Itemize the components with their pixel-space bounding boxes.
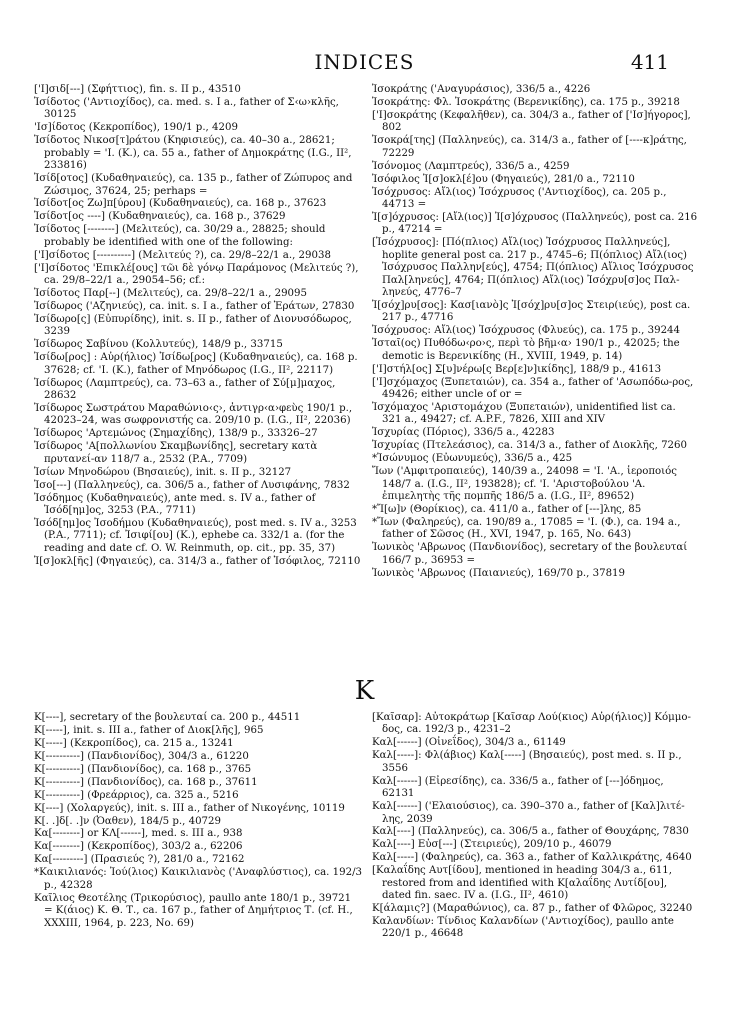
index-entry: Ἰσίδ[οτος] (Κυδαθηναιεύς), ca. 135 p., father of Ζώπυρος and Ζώσιμος, 37624, 25; perhaps = [34,173,353,197]
index-entry: Ἰ[σόχ]ρυ[σος]: Κασ[ιανὸ]ς Ἰ[σόχ]ρυ[σ]ος Στειρ(ιεύς), post ca. 217 p., 47716 [372,299,691,324]
index-column-left-top [34,84,362,569]
index-column-right-top [372,84,698,581]
index-column-right-bottom [372,712,698,941]
index-entry: Ἰσίδωρος ('Αζηνιεύς), ca. init. s. I a., father of Ἐράτων, 27830 [34,300,355,312]
index-entry: Ἰσόχρυσος: Αἴλ(ιος) Ἰσόχρυσος ('Αντιοχίδος), ca. 205 p., 44713 = [372,186,667,210]
section-letter-heading: K [354,676,375,706]
index-entry: Ἰσχυρίας (Πόριος), 336/5 a., 42283 [372,427,555,439]
index-entry: [Καῖσαρ]: Αὐτοκράτωρ [Καῖσαρ Λού(κιος) Αὐρ(ήλιος)] Κόμμο-δος, ca. 192/3 p., 4231–2 [372,712,691,736]
index-entry: Ἰσίδωρος Σωστράτου Μαραθώνιο‹ς›, ἀντιγρ‹α›φεὺς 190/1 p., 42023–24, was σωφρονιστής ca. 209/10 p. (I.G., II², 22036) [34,402,353,427]
index-entry: ['Ι]σιδ[---] (Σφήττιος), fin. s. II p., 43510 [34,84,241,95]
index-entry: Κ[----------] (Πανδιονίδος), ca. 168 p., 37611 [34,776,258,788]
index-entry: Ἰσίδοτος Νικοσ[τ]ράτου (Κηφισιεύς), ca. 40–30 a., 28621; probably = 'Ι. (Κ.), ca. 55 a., father of Δημοκράτης (I.G., II², 233816) [34,135,352,172]
index-entry: Ἰσχόμαχος 'Αριστομάχου (Ξυπεταιών), unidentified list ca. 321 a., 49427; cf. A.P.F., 7826, XIII and XIV [372,401,676,426]
index-entry: Καλ[------] ('Ελαιούσιος), ca. 390–370 a., father of [Καλ]λιτέ-λης, 2039 [372,801,685,825]
index-entry: Κ[. .]δ[. .]ν (Ὀαθεν), 184/5 p., 40729 [34,815,222,827]
index-entry: *Ἴων (Φαληρεύς), ca. 190/89 a., 17085 = 'Ι. (Φ.), ca. 194 a., father of Σῶσος (H., XVI, 1947, p. 165, No. 643) [372,516,681,541]
index-entry: *Καικιλιανός: Ἰού(λιος) Καικιλιανὸς ('Αναφλύστιος), ca. 192/3 p., 42328 [34,867,363,891]
index-entry: Ἰ[σ]όχρυσος: [Αἴλ(ιος)] Ἰ[σ]όχρυσος (Παλληνεύς), post ca. 216 p., 47214 = [372,211,698,236]
index-entry: Ἰσίδοτος [--------] (Μελιτεύς), ca. 30/29 a., 28825; should probably be identified with one of the following: [34,224,326,248]
index-entry: [Ἰσόχρυσος]: [Πό(πλιος) Αἴλ(ιος) Ἰσόχρυσος Παλληνεύς], hoplite general post ca. 217 p., 4745–6; Π(όπλιος) Αἴλ(ιος) Ἰσόχρυσος Παλλην[εύς], 4754; Π(όπλιος) Αἴλιος Ἰσόχρυσος Παλ[ληνεύς], 4764; Π(όπλιος) Αἴλ(ιος) Ἰσόχρυ[σ]ος Παλ-ληνεύς, 4776–7 [372,237,694,298]
index-entry: Καλ[----] (Παλληνεύς), ca. 306/5 a., father of Θουχάρης, 7830 [372,826,689,838]
index-entry: Ἰσίδοτος Παρ[--] (Μελιτεύς), ca. 29/8–22/1 a., 29095 [34,288,307,299]
index-entry: Ἰσοκράτης: Φλ. Ἰσοκράτης (Βερενικίδης), ca. 175 p., 39218 [372,96,680,108]
index-entry: Κ[----], secretary of the βουλευταί ca. 200 p., 44511 [34,712,301,723]
index-entry: Ἰσίδοτ[ος ----] (Κυδαθηναιεύς), ca. 168 p., 37629 [34,211,286,223]
index-entry: ['Ι]σχόμαχος (Ξυπεταιών), ca. 354 a., father of 'Ασωπόδω-ρος, 49426; either uncle of or = [372,376,694,400]
index-column-left-bottom [34,712,362,930]
index-entry: Κ[----------] (Πανδιονίδος), ca. 168 p., 3765 [34,763,252,775]
index-entry: Ἰσταῖ(ος) Πυθόδω‹ρο›ς, περὶ τὸ βῆμ‹α› 190/1 p., 42025; the demotic is Βερενικίδης (H., XVIII, 1949, p. 14) [372,338,680,362]
index-entry: Ἰσίδωρος Σαβίνου (Κολλυτεύς), 148/9 p., 33715 [34,339,283,351]
index-entry: Ἰσίδωρος 'Α[πολλωνίου Σκαμβωνίδης], secretary κατὰ πρυτανεί-αν 118/7 a., 2532 (P.A., 7709) [34,441,318,465]
index-entry: Ἰσόνομος (Λαμπτρεύς), 336/5 a., 4259 [372,160,570,172]
index-entry: 'Ισ]ίδοτος (Κεκροπίδος), 190/1 p., 4209 [34,122,238,134]
index-entry: Κ[----------] (Πανδιονίδος), 304/3 a., 61220 [34,750,249,762]
index-entry: Ἰσοκρά[της] (Παλληνεύς), ca. 314/3 a., father of [----κ]ράτης, 72229 [372,135,687,159]
index-entry: Ἰσόδ[ημ]ος Ἰσοδήμου (Κυδαθηναιεύς), post med. s. IV a., 3253 (P.A., 7711); cf. Ἰσιφί[ου] (Κ.), ephebe ca. 332/1 a. (for the reading and date cf. O. W. Reinmuth, op. cit., pp. 35, 37) [34,517,357,554]
index-entry: Ἰσίδωρος 'Αρτεμώνος (Σημαχίδης), 138/9 p., 33326–27 [34,428,318,440]
index-entry: Κα[--------] or ΚΛ[------], med. s. III a., 938 [34,828,243,840]
index-entry: Κ[-----] (Κεκροπίδος), ca. 215 a., 13241 [34,737,234,749]
index-entry: Καλ[----] Εὐσ[---] (Στειριεύς), 209/10 p., 46079 [372,839,612,851]
index-entry: Κ[-----], init. s. III a., father of Διοκ[λῆς], 965 [34,724,264,736]
index-entry: *Ἰσώνυμος (Εὐωνυμεύς), 336/5 a., 425 [372,453,573,465]
index-entry: Καλ[------] (Εἰρεσίδης), ca. 336/5 a., father of [---]όδημος, 62131 [372,775,664,800]
index-entry: Ἰσόφιλος Ἰ[σ]οκλ[έ]ου (Φηγαιεύς), 281/0 a., 72110 [372,173,635,185]
index-entry: Ἰσίδωρος (Λαμπτρεύς), ca. 73–63 a., father of Σύ[μ]μαχος, 28632 [34,377,336,401]
index-entry: Ἰσόδημος (Κυδαθηναιεύς), ante med. s. IV a., father of Ἰσόδ[ημ]ος, 3253 (P.A., 7711) [34,492,316,516]
index-entry: Ἰσοκράτης ('Αναγυράσιος), 336/5 a., 4226 [372,84,591,95]
index-entry: Ἰσίων Μηνοδώρου (Βησαιεύς), init. s. II p., 32127 [34,466,292,478]
index-entry: *Ἴ[ω]ν (Θορίκιος), ca. 411/0 a., father of [---]λης, 85 [372,503,642,515]
index-entry: Ἰωνικὸς 'Αβρωνος (Παιανιεύς), 169/70 p., 37819 [372,567,626,579]
index-entry: Ἰσίδοτος ('Αντιοχίδος), ca. med. s. I a., father of Σ‹ω›κλῆς, 30125 [34,96,339,121]
index-entry: Κα[--------] (Κεκροπίδος), 303/2 a., 62206 [34,841,243,853]
index-entry: Ἰ[σ]οκλ[ῆς] (Φηγαιεύς), ca. 314/3 a., father of Ἰσόφιλος, 72110 [34,555,361,567]
index-entry: Κα[---------] (Πρασιεύς ?), 281/0 a., 72162 [34,854,245,866]
index-entry: Ἰσίδωρο[ς] (Εὐπυρίδης), init. s. II p., father of Διονυσόδωρος, 3239 [34,313,352,338]
index-entry: Ἰσίδοτ[ος Ζω]π[ύρου] (Κυδαθηναιεύς), ca. 168 p., 37623 [34,198,327,210]
index-entry: Κ[άλαμις?] (Μαραθώνιος), ca. 87 p., father of Φλῶρος, 32240 [372,903,693,915]
index-entry: Κ[----------] (Φρεάρριος), ca. 325 a., 5216 [34,789,239,801]
index-entry: ['Ι]σοκράτης (Κεφαλῆθεν), ca. 304/3 a., father of ['Ισ]ήγορος], 802 [372,109,691,134]
running-title: INDICES [314,50,415,74]
index-entry: Ἰσχυρίας (Πτελεάσιος), ca. 314/3 a., father of Διοκλῆς, 7260 [372,440,688,452]
index-entry: Καλανδίων: Τίνδιος Καλανδίων ('Αντιοχίδος), paullo ante 220/1 p., 46648 [372,916,674,940]
index-entry: Ἰσόχρυσος: Αἴλ(ιος) Ἰσόχρυσος (Φλυεύς), ca. 175 p., 39244 [372,325,681,337]
page-header [0,50,729,74]
index-entry: Καλ[------] (Οἰνεΐδος), 304/3 a., 61149 [372,737,566,749]
page-number: 411 [630,50,669,74]
index-entry: Ἰωνικὸς 'Αβρωνος (Πανδιονίδος), secretary of the βουλευταί 166/7 p., 36953 = [372,542,688,566]
index-entry: Ἴων ('Αμφιτροπαιεύς), 140/39 a., 24098 = 'Ι. 'Α., ἱεροποιός 148/7 a. (I.G., II², 193828); cf. 'Ι. 'Αριστοβούλου 'Α. ἐπιμελητὴς τῆς πομπῆς 186/5 a. (I.G., II², 89652) [372,466,678,502]
index-entry: ['Ι]στήλ[ος] Σ[υ]νέρω[ς Βερ[ε]ν]ικίδης], 188/9 p., 41613 [372,363,662,375]
index-entry: [Καλαΐδης Αυτ[ίδου], mentioned in heading 304/3 a., 611, restored from and identified with Κ[αλαΐδης Λυτίδ[ου], dated fin. saec. IV a. (I.G., II², 4610) [372,865,673,902]
index-entry: Ἰσο[---] (Παλληνεύς), ca. 306/5 a., father of Λυσιφάνης, 7832 [34,479,350,491]
index-entry: Καλ[-----] (Φαληρεύς), ca. 363 a., father of Καλλικράτης, 4640 [372,852,692,864]
index-entry: Καῖλιος Θεοτέλης (Τρικορύσιος), paullo ante 180/1 p., 39721 = Κ(άιος) Κ. Θ. Τ., ca. 167 p., father of Δημήτριος Τ. (cf. H., XXXIII, 1964, p. 223, No. 69) [34,892,353,929]
index-entry: ['Ι]σίδοτος [----------] (Μελιτεύς ?), ca. 29/8–22/1 a., 29038 [34,249,331,261]
index-entry: Ἰσίδω[ρος] : Αὐρ(ήλιος) Ἰσίδω[ρος] (Κυδαθηναιεύς), ca. 168 p. 37628; cf. 'Ι. (Κ.), father of Μηνόδωρος (I.G., II², 22117) [34,352,358,376]
index-entry: Κ[----] (Χολαργεύς), init. s. III a., father of Νικογένης, 10119 [34,802,345,814]
index-entry: Καλ[-----]: Φλ(άβιος) Καλ[-----] (Βησαιεύς), post med. s. II p., 3556 [372,750,682,774]
index-entry: ['Ι]σίδοτος 'Επικλέ[ους] τῶι δὲ γόνῳ Παράμονος (Μελιτεύς ?), ca. 29/8–22/1 a., 29054–56; cf.: [34,262,359,287]
